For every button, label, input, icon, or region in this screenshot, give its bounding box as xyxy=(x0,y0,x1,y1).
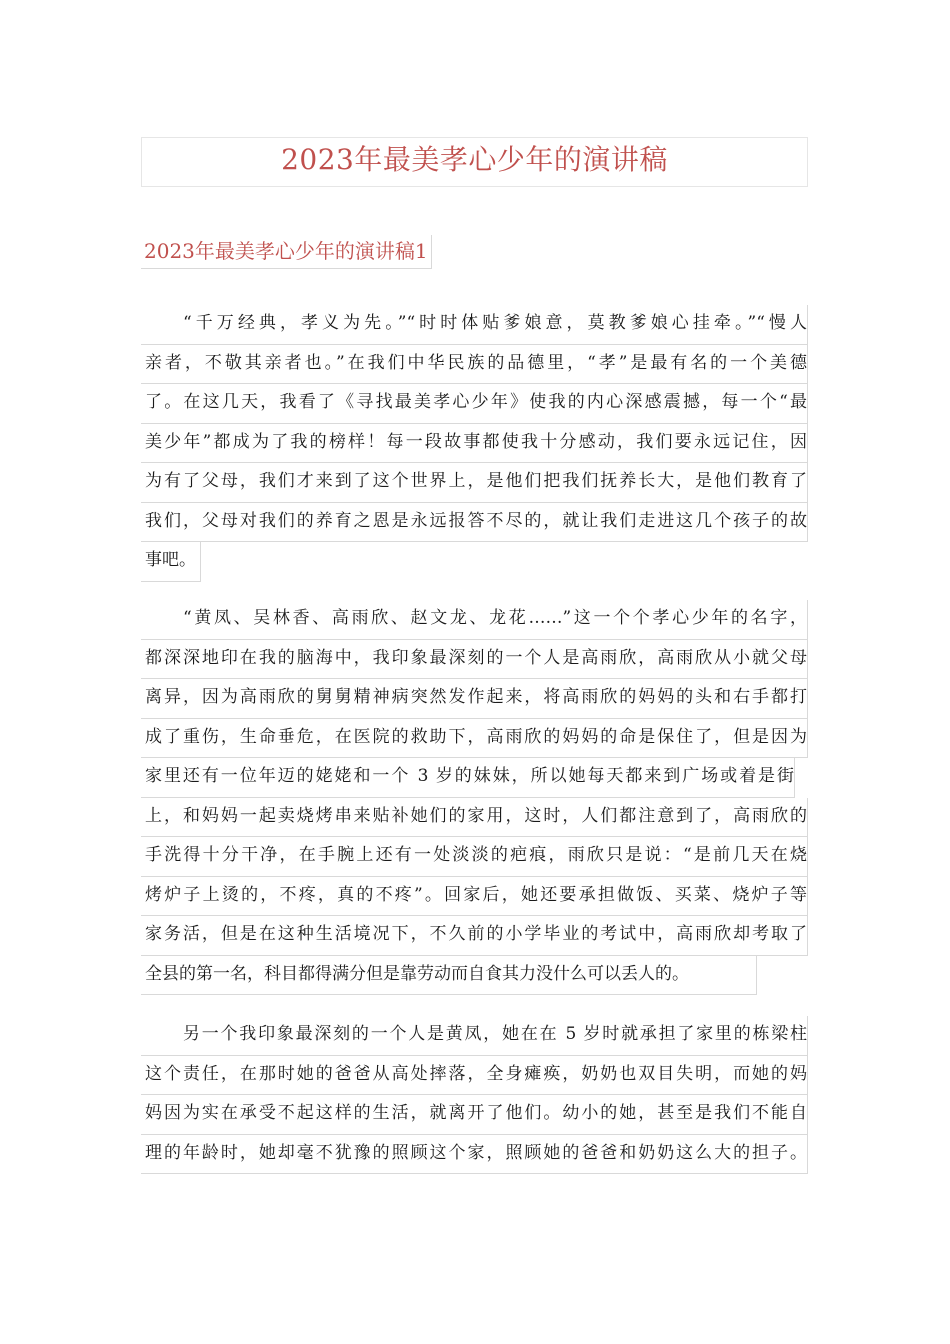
title-box xyxy=(141,137,808,187)
paragraph-line: 都深深地印在我的脑海中，我印象最深刻的一个人是高雨欣，高雨欣从小就父母 xyxy=(141,640,808,680)
paragraph-line: “千万经典，孝义为先。”“时时体贴爹娘意，莫教爹娘心挂牵。”“慢人 xyxy=(141,305,808,345)
paragraph-2 xyxy=(141,600,808,995)
paragraph-line: 手洗得十分干净，在手腕上还有一处淡淡的疤痕，雨欣只是说：“是前几天在烧 xyxy=(141,837,808,877)
section-heading: 2023年最美孝心少年的演讲稿1 xyxy=(141,235,432,269)
paragraph-line: 为有了父母，我们才来到了这个世界上，是他们把我们抚养长大，是他们教育了 xyxy=(141,463,808,503)
paragraph-line: 妈因为实在承受不起这样的生活，就离开了他们。幼小的她，甚至是我们不能自 xyxy=(141,1095,808,1135)
paragraph-line: 了。在这几天，我看了《寻找最美孝心少年》使我的内心深感震撼，每一个“最 xyxy=(141,384,808,424)
paragraph-line: 亲者，不敬其亲者也。”在我们中华民族的品德里，“孝”是最有名的一个美德 xyxy=(141,345,808,385)
paragraph-line: 这个责任，在那时她的爸爸从高处摔落，全身瘫痪，奶奶也双目失明，而她的妈 xyxy=(141,1056,808,1096)
paragraph-line: 家里还有一位年迈的姥姥和一个 3 岁的妹妹，所以她每天都来到广场或着是街 xyxy=(141,758,795,798)
paragraph-line: 离异，因为高雨欣的舅舅精神病突然发作起来，将高雨欣的妈妈的头和右手都打 xyxy=(141,679,808,719)
paragraph-line: 美少年”都成为了我的榜样！每一段故事都使我十分感动，我们要永远记住，因 xyxy=(141,424,808,464)
paragraph-line: 上，和妈妈一起卖烧烤串来贴补她们的家用，这时，人们都注意到了，高雨欣的 xyxy=(141,798,808,838)
paragraph-3 xyxy=(141,1016,808,1174)
paragraph-line: 另一个我印象最深刻的一个人是黄凤，她在在 5 岁时就承担了家里的栋梁柱 xyxy=(141,1016,808,1056)
paragraph-line: 家务活，但是在这种生活境况下，不久前的小学毕业的考试中，高雨欣却考取了 xyxy=(141,916,808,956)
document-title: 2023年最美孝心少年的演讲稿 xyxy=(281,143,668,176)
paragraph-line: 烤炉子上烫的，不疼，真的不疼”。回家后，她还要承担做饭、买菜、烧炉子等 xyxy=(141,877,808,917)
paragraph-line: 全县的第一名，科目都得满分但是靠劳动而自食其力没什么可以丢人的。 xyxy=(141,956,757,996)
paragraph-line: 我们，父母对我们的养育之恩是永远报答不尽的，就让我们走进这几个孩子的故 xyxy=(141,503,808,543)
paragraph-line: 成了重伤，生命垂危，在医院的救助下，高雨欣的妈妈的命是保住了，但是因为 xyxy=(141,719,808,759)
paragraph-line: 事吧。 xyxy=(141,542,201,582)
paragraph-1 xyxy=(141,305,808,582)
paragraph-line: 理的年龄时，她却毫不犹豫的照顾这个家，照顾她的爸爸和奶奶这么大的担子。 xyxy=(141,1135,808,1175)
paragraph-line: “黄凤、吴林香、高雨欣、赵文龙、龙花……”这一个个孝心少年的名字， xyxy=(141,600,808,640)
